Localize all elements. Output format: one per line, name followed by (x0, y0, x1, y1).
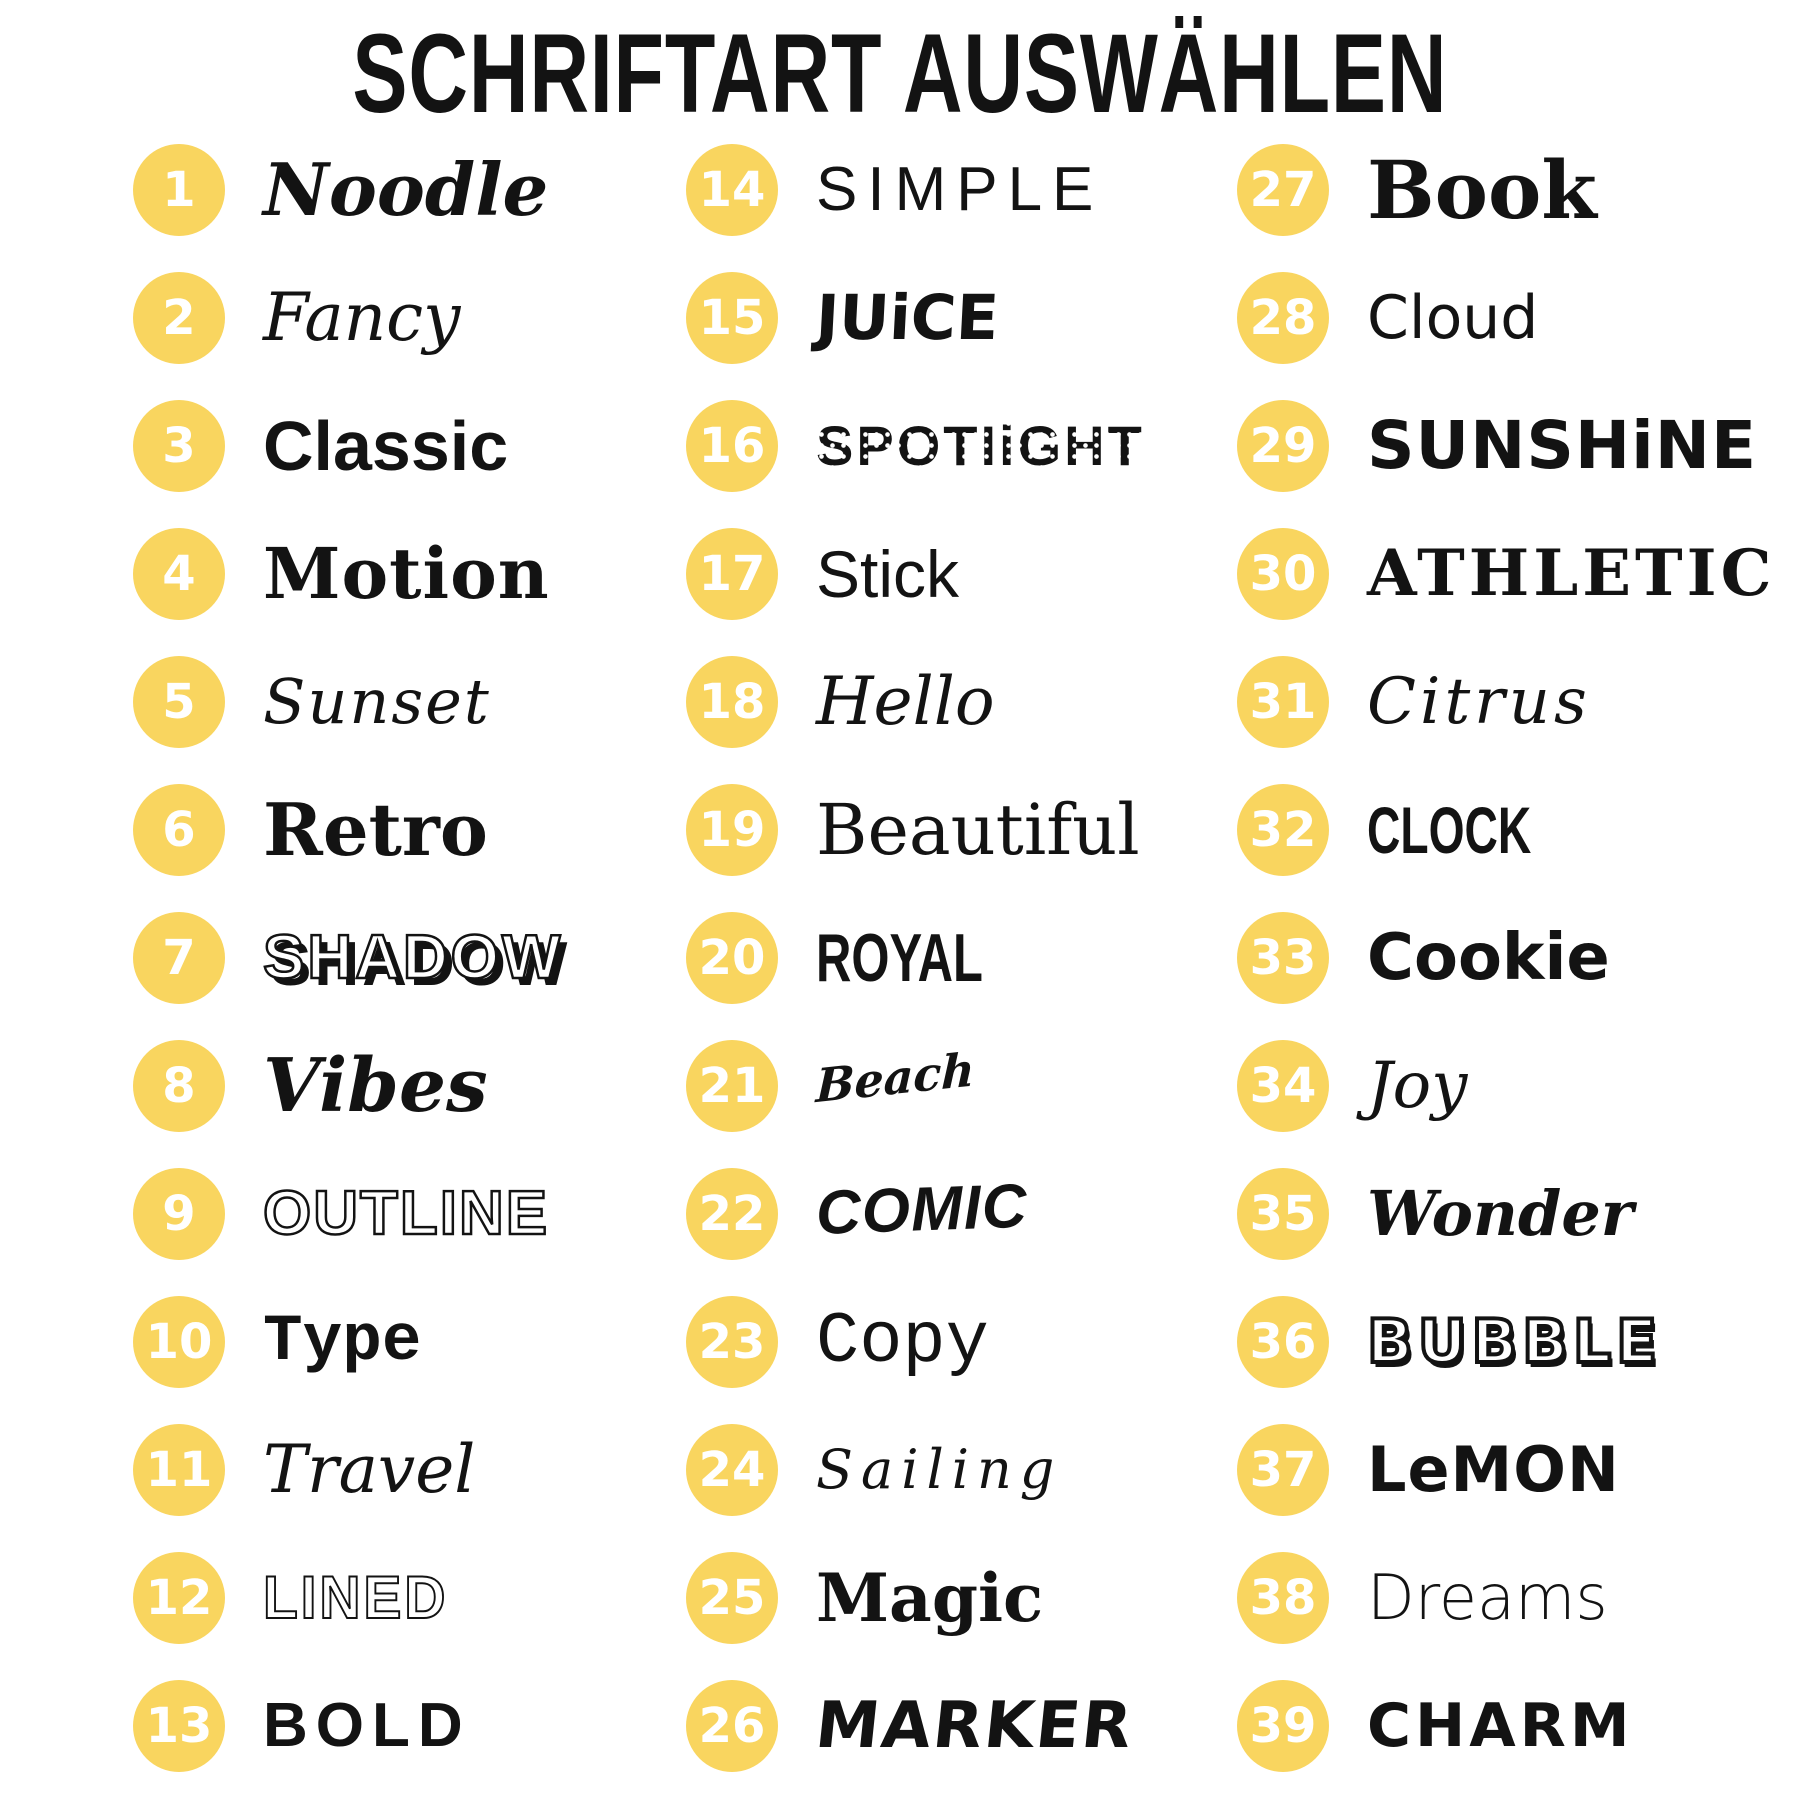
item-number-badge (133, 912, 225, 1004)
item-number: 34 (1249, 1058, 1317, 1114)
item-number: 12 (145, 1570, 213, 1626)
font-sample-label: Cloud (1367, 283, 1539, 353)
font-sample-label: Beach (815, 1042, 976, 1114)
item-number-badge (133, 1168, 225, 1260)
item-number: 39 (1249, 1698, 1317, 1754)
item-number-badge (686, 1424, 778, 1516)
font-item (1224, 254, 1800, 382)
font-sample-label: CHARM (1367, 1691, 1634, 1761)
font-item (120, 1662, 673, 1790)
font-item (673, 254, 1224, 382)
item-number: 18 (698, 674, 766, 730)
item-number-badge (133, 1296, 225, 1388)
item-number: 7 (162, 930, 196, 986)
item-number: 28 (1249, 290, 1317, 346)
item-number-badge (133, 1680, 225, 1772)
font-item (673, 1406, 1224, 1534)
font-item (673, 126, 1224, 254)
font-item (1224, 1534, 1800, 1662)
item-number-badge (133, 784, 225, 876)
font-item (673, 510, 1224, 638)
item-number: 11 (145, 1442, 213, 1498)
item-number: 33 (1249, 930, 1317, 986)
font-sample-label: Hello (816, 663, 995, 740)
item-number: 13 (145, 1698, 213, 1754)
item-number-badge (1237, 528, 1329, 620)
font-column-3 (1224, 126, 1800, 1790)
item-number-badge (133, 272, 225, 364)
font-sample-label: Citrus (1367, 665, 1591, 739)
font-sample-label: Stick (816, 537, 960, 611)
item-number-badge (1237, 912, 1329, 1004)
item-number-badge (1237, 272, 1329, 364)
item-number-badge (1237, 1296, 1329, 1388)
font-item (673, 1278, 1224, 1406)
item-number: 4 (162, 546, 196, 602)
font-sample-label: SIMPLE (816, 155, 1104, 224)
item-number: 32 (1249, 802, 1317, 858)
font-item (120, 126, 673, 254)
item-number: 5 (162, 674, 196, 730)
font-sample-label: Noodle (263, 147, 549, 232)
font-sample-label: Cookie (1367, 921, 1610, 995)
item-number: 9 (162, 1186, 196, 1242)
item-number-badge (686, 400, 778, 492)
font-item (1224, 1150, 1800, 1278)
item-number-badge (133, 1552, 225, 1644)
font-item (120, 382, 673, 510)
font-sample-label: CLOCK (1367, 793, 1532, 867)
page-title (0, 10, 1800, 137)
font-sample-label: Copy (816, 1301, 989, 1383)
item-number-badge (686, 784, 778, 876)
item-number: 2 (162, 290, 196, 346)
font-item (1224, 126, 1800, 254)
font-sample-label: Retro (263, 787, 488, 872)
font-sample-label: Wonder (1367, 1177, 1634, 1250)
font-sample-label: Magic (816, 1559, 1044, 1637)
font-item (1224, 510, 1800, 638)
item-number-badge (1237, 1680, 1329, 1772)
font-item (120, 1406, 673, 1534)
item-number: 35 (1249, 1186, 1317, 1242)
font-item (1224, 1662, 1800, 1790)
font-sample-label: SHADOW (263, 923, 564, 992)
font-item (120, 638, 673, 766)
item-number: 38 (1249, 1570, 1317, 1626)
font-sample-label: JUiCE (814, 281, 1001, 354)
item-number: 36 (1249, 1314, 1317, 1370)
font-item (673, 1662, 1224, 1790)
item-number-badge (686, 272, 778, 364)
font-sample-label: Type (263, 1304, 422, 1379)
item-number: 20 (698, 930, 766, 986)
item-number: 6 (162, 802, 196, 858)
item-number: 21 (698, 1058, 766, 1114)
font-sample-label: Sailing (816, 1438, 1063, 1501)
font-sample-label: Fancy (263, 279, 461, 356)
item-number: 30 (1249, 546, 1317, 602)
item-number-badge (133, 656, 225, 748)
font-sample-label: OUTLINE (263, 1179, 550, 1248)
item-number: 31 (1249, 674, 1317, 730)
font-column-2 (673, 126, 1224, 1790)
font-item (673, 1534, 1224, 1662)
font-sample-label: Motion (263, 532, 550, 615)
font-item (1224, 1022, 1800, 1150)
item-number: 37 (1249, 1442, 1317, 1498)
item-number-badge (1237, 1168, 1329, 1260)
font-sample-label: Travel (263, 1431, 476, 1508)
font-sample-label: Classic (263, 407, 509, 485)
font-sample-label: COMIC (814, 1171, 1029, 1248)
item-number-badge (1237, 1040, 1329, 1132)
item-number: 22 (698, 1186, 766, 1242)
item-number-badge (1237, 400, 1329, 492)
item-number-badge (686, 528, 778, 620)
item-number: 25 (698, 1570, 766, 1626)
item-number-badge (686, 144, 778, 236)
font-item (673, 894, 1224, 1022)
item-number-badge (133, 400, 225, 492)
item-number-badge (686, 656, 778, 748)
item-number: 24 (698, 1442, 766, 1498)
item-number-badge (1237, 784, 1329, 876)
font-column-1 (120, 126, 673, 1790)
item-number: 19 (698, 802, 766, 858)
item-number: 3 (162, 418, 196, 474)
font-sample-label: LeMON (1367, 1433, 1620, 1506)
font-item (120, 1022, 673, 1150)
font-item (673, 766, 1224, 894)
font-sample-label: Vibes (263, 1043, 488, 1129)
item-number-badge (686, 1552, 778, 1644)
item-number-badge (686, 1680, 778, 1772)
font-sample-label: SPOTIiGHT (816, 414, 1145, 477)
item-number-badge (133, 528, 225, 620)
font-item (673, 638, 1224, 766)
font-sample-label: MARKER (812, 1689, 1137, 1763)
item-number: 23 (698, 1314, 766, 1370)
item-number: 26 (698, 1698, 766, 1754)
font-sample-label: Joy (1367, 1049, 1468, 1123)
font-item (1224, 1406, 1800, 1534)
item-number-badge (686, 912, 778, 1004)
font-item (120, 1278, 673, 1406)
font-grid (120, 126, 1800, 1790)
font-sample-label: Dreams (1367, 1561, 1608, 1634)
font-sample-label: ROYAL (816, 920, 983, 996)
font-sample-label: SUNSHiNE (1367, 407, 1758, 484)
item-number-badge (1237, 1552, 1329, 1644)
item-number-badge (133, 144, 225, 236)
font-sample-label: LINED (263, 1564, 449, 1631)
item-number: 14 (698, 162, 766, 218)
font-sample-label: ATHLETIC (1367, 536, 1776, 611)
font-item (1224, 766, 1800, 894)
font-item (1224, 894, 1800, 1022)
item-number: 10 (145, 1314, 213, 1370)
item-number-badge (686, 1168, 778, 1260)
font-item (1224, 1278, 1800, 1406)
item-number: 16 (698, 418, 766, 474)
item-number-badge (686, 1296, 778, 1388)
item-number: 1 (162, 162, 196, 218)
font-item (1224, 638, 1800, 766)
item-number-badge (1237, 656, 1329, 748)
item-number-badge (133, 1040, 225, 1132)
item-number: 17 (698, 546, 766, 602)
item-number-badge (1237, 1424, 1329, 1516)
font-sample-label: Book (1367, 143, 1597, 237)
item-number-badge (1237, 144, 1329, 236)
item-number: 15 (698, 290, 766, 346)
font-item (120, 254, 673, 382)
font-item (120, 1534, 673, 1662)
item-number: 27 (1249, 162, 1317, 218)
item-number: 8 (162, 1058, 196, 1114)
font-sample-label: BUBBLE (1367, 1307, 1663, 1377)
item-number-badge (133, 1424, 225, 1516)
page-title-text: SCHRIFTART AUSWÄHLEN (352, 11, 1448, 137)
font-item (120, 510, 673, 638)
font-item (120, 766, 673, 894)
item-number: 29 (1249, 418, 1317, 474)
font-item (673, 382, 1224, 510)
font-item (673, 1022, 1224, 1150)
font-item (120, 1150, 673, 1278)
font-item (673, 1150, 1224, 1278)
font-sample-label: Sunset (263, 665, 491, 738)
font-item (1224, 382, 1800, 510)
font-sample-label: Beautiful (816, 789, 1140, 871)
item-number-badge (686, 1040, 778, 1132)
font-item (120, 894, 673, 1022)
font-sample-label: BOLD (263, 1691, 471, 1760)
